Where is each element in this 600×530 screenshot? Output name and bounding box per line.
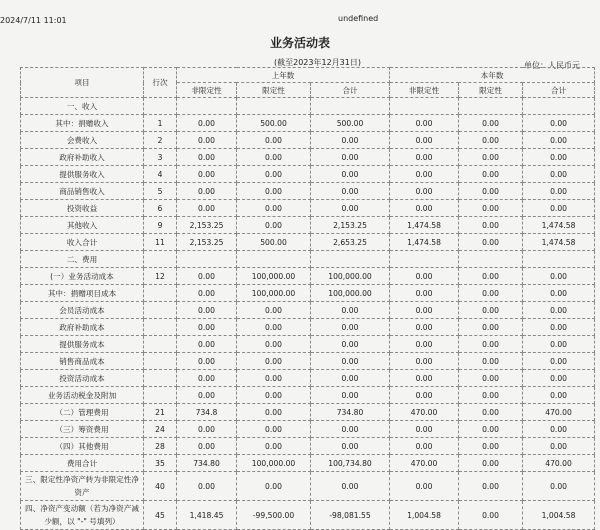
row-value: 0.00 xyxy=(177,319,237,336)
row-value: 0.00 xyxy=(459,336,523,353)
header-prev-unrestricted: 非限定性 xyxy=(177,83,237,98)
header-prev-restricted: 限定性 xyxy=(237,83,311,98)
row-line-number: 4 xyxy=(144,166,177,183)
table-row xyxy=(21,319,595,336)
row-item: (一）业务活动成本 xyxy=(21,268,144,285)
row-value: 100,000.00 xyxy=(237,285,311,302)
row-item: 其中：捐赠项目成本 xyxy=(21,285,144,302)
row-value: 0.00 xyxy=(459,132,523,149)
row-value: 0.00 xyxy=(523,319,595,336)
table-row xyxy=(21,438,595,455)
row-value: 0.00 xyxy=(390,336,459,353)
row-value: 0.00 xyxy=(523,302,595,319)
row-value: 0.00 xyxy=(459,234,523,251)
row-value xyxy=(311,98,390,115)
row-line-number: 1 xyxy=(144,115,177,132)
row-item: （三）筹资费用 xyxy=(21,421,144,438)
row-item: 其中：捐赠收入 xyxy=(21,115,144,132)
row-item: 销售商品成本 xyxy=(21,353,144,370)
table-row xyxy=(21,149,595,166)
row-value: 0.00 xyxy=(237,353,311,370)
row-value: 734.80 xyxy=(177,455,237,472)
row-line-number xyxy=(144,302,177,319)
row-line-number xyxy=(144,387,177,404)
row-line-number: 24 xyxy=(144,421,177,438)
row-value: 2,153.25 xyxy=(177,234,237,251)
row-value: 0.00 xyxy=(311,472,390,501)
row-line-number xyxy=(144,319,177,336)
table-row xyxy=(21,370,595,387)
row-value: 0.00 xyxy=(390,370,459,387)
row-value: 0.00 xyxy=(390,200,459,217)
row-value: 0.00 xyxy=(177,268,237,285)
row-value: 0.00 xyxy=(237,336,311,353)
row-value: 0.00 xyxy=(311,438,390,455)
row-item: 会费收入 xyxy=(21,132,144,149)
row-value: 0.00 xyxy=(237,319,311,336)
row-value: 0.00 xyxy=(311,421,390,438)
row-value: 0.00 xyxy=(237,302,311,319)
row-value xyxy=(237,98,311,115)
doc-title-top: undefined xyxy=(338,14,379,23)
table-row xyxy=(21,472,595,501)
row-value: 0.00 xyxy=(177,132,237,149)
row-value: 0.00 xyxy=(459,200,523,217)
row-value: 0.00 xyxy=(311,336,390,353)
row-value: 1,474.58 xyxy=(523,234,595,251)
row-value: 0.00 xyxy=(311,387,390,404)
row-value: 0.00 xyxy=(237,217,311,234)
row-value: 100,000.00 xyxy=(311,268,390,285)
row-item: 政府补助收入 xyxy=(21,149,144,166)
row-line-number: 9 xyxy=(144,217,177,234)
row-value: 470.00 xyxy=(523,455,595,472)
row-value: 0.00 xyxy=(459,472,523,501)
row-value: 500.00 xyxy=(237,234,311,251)
row-value: 100,000.00 xyxy=(237,268,311,285)
row-value: 0.00 xyxy=(237,438,311,455)
table-row xyxy=(21,132,595,149)
row-value: 470.00 xyxy=(523,404,595,421)
row-value: 0.00 xyxy=(459,268,523,285)
table-row xyxy=(21,455,595,472)
row-value: 0.00 xyxy=(523,285,595,302)
table-row xyxy=(21,217,595,234)
row-value: 0.00 xyxy=(311,132,390,149)
row-value: 500.00 xyxy=(311,115,390,132)
table-row xyxy=(21,404,595,421)
row-line-number: 3 xyxy=(144,149,177,166)
row-value: 0.00 xyxy=(523,370,595,387)
row-value: 0.00 xyxy=(523,200,595,217)
row-value: 0.00 xyxy=(311,183,390,200)
row-value: -99,500.00 xyxy=(237,501,311,530)
date-range: (截至2023年12月31日) xyxy=(274,58,361,67)
row-value: 0.00 xyxy=(390,268,459,285)
row-line-number xyxy=(144,285,177,302)
row-value xyxy=(390,98,459,115)
row-value: 0.00 xyxy=(523,166,595,183)
row-line-number: 21 xyxy=(144,404,177,421)
row-value: 0.00 xyxy=(311,149,390,166)
table-row xyxy=(21,234,595,251)
row-value: 0.00 xyxy=(390,319,459,336)
row-value: 0.00 xyxy=(237,387,311,404)
row-item: 其他收入 xyxy=(21,217,144,234)
row-value: 0.00 xyxy=(459,421,523,438)
row-value: 0.00 xyxy=(459,404,523,421)
row-value: 0.00 xyxy=(459,319,523,336)
row-item: 提供服务收入 xyxy=(21,166,144,183)
row-value xyxy=(523,251,595,268)
row-item: 会员活动成本 xyxy=(21,302,144,319)
row-item: 费用合计 xyxy=(21,455,144,472)
row-value: 1,418.45 xyxy=(177,501,237,530)
row-line-number: 6 xyxy=(144,200,177,217)
row-line-number xyxy=(144,98,177,115)
table-row xyxy=(21,200,595,217)
row-item: 收入合计 xyxy=(21,234,144,251)
row-value: 0.00 xyxy=(177,438,237,455)
row-value: 470.00 xyxy=(390,404,459,421)
row-value: 0.00 xyxy=(459,387,523,404)
currency-unit: 单位：人民币元 xyxy=(524,61,580,70)
row-item: （二）管理费用 xyxy=(21,404,144,421)
table-row xyxy=(21,285,595,302)
row-value: 0.00 xyxy=(459,183,523,200)
row-value: 0.00 xyxy=(177,200,237,217)
row-value: 1,474.58 xyxy=(390,234,459,251)
row-value: 0.00 xyxy=(459,149,523,166)
row-value: 1,004.58 xyxy=(523,501,595,530)
row-line-number xyxy=(144,336,177,353)
row-value: 0.00 xyxy=(177,370,237,387)
row-value: 0.00 xyxy=(177,353,237,370)
row-value: 0.00 xyxy=(523,336,595,353)
row-value: 0.00 xyxy=(523,438,595,455)
row-value: 0.00 xyxy=(459,166,523,183)
page-title: 业务活动表 xyxy=(269,36,330,50)
row-item: 政府补助成本 xyxy=(21,319,144,336)
row-value: 0.00 xyxy=(237,404,311,421)
row-value: 0.00 xyxy=(237,166,311,183)
header-prev-total: 合计 xyxy=(311,83,390,98)
row-value: 0.00 xyxy=(177,472,237,501)
print-time: 2024/7/11 11:01 xyxy=(0,16,67,25)
row-value: 0.00 xyxy=(311,319,390,336)
row-value: 0.00 xyxy=(390,472,459,501)
row-value: 0.00 xyxy=(523,149,595,166)
row-value: 0.00 xyxy=(459,285,523,302)
row-value: 0.00 xyxy=(311,370,390,387)
row-value: 2,153.25 xyxy=(311,217,390,234)
row-value: 734.80 xyxy=(311,404,390,421)
row-value: 0.00 xyxy=(177,302,237,319)
row-value xyxy=(523,98,595,115)
table-row xyxy=(21,387,595,404)
header-curr-unrestricted: 非限定性 xyxy=(390,83,459,98)
row-line-number xyxy=(144,353,177,370)
row-line-number: 12 xyxy=(144,268,177,285)
row-value: 734.8 xyxy=(177,404,237,421)
header-curr-total: 合计 xyxy=(523,83,595,98)
table-row xyxy=(21,166,595,183)
table-row xyxy=(21,501,595,530)
row-value: 100,734.80 xyxy=(311,455,390,472)
row-value: 0.00 xyxy=(390,421,459,438)
row-value: 0.00 xyxy=(237,421,311,438)
header-prev-year: 上年数 xyxy=(177,68,390,83)
table-row xyxy=(21,302,595,319)
table-row xyxy=(21,115,595,132)
row-line-number: 2 xyxy=(144,132,177,149)
row-line-number: 35 xyxy=(144,455,177,472)
row-item: 三、限定性净资产转为非限定性净资产 xyxy=(21,472,144,501)
row-value: 1,474.58 xyxy=(523,217,595,234)
row-value: 0.00 xyxy=(459,501,523,530)
row-value xyxy=(459,251,523,268)
table-row xyxy=(21,336,595,353)
header-line: 行次 xyxy=(144,68,177,98)
row-item: 四、净资产变动额（若为净资产减少额，以 "-" 号填列） xyxy=(21,501,144,530)
row-value: 100,000.00 xyxy=(311,285,390,302)
row-value: 0.00 xyxy=(390,438,459,455)
row-value xyxy=(177,251,237,268)
row-value xyxy=(390,251,459,268)
row-value: 0.00 xyxy=(459,217,523,234)
row-item: 业务活动税金及附加 xyxy=(21,387,144,404)
table-row xyxy=(21,98,595,115)
table-row xyxy=(21,251,595,268)
row-line-number: 40 xyxy=(144,472,177,501)
row-value: 0.00 xyxy=(177,149,237,166)
row-value: 0.00 xyxy=(237,183,311,200)
row-value: 0.00 xyxy=(523,353,595,370)
row-value: 1,004.58 xyxy=(390,501,459,530)
row-line-number: 45 xyxy=(144,501,177,530)
row-value: 0.00 xyxy=(390,132,459,149)
row-item: 商品销售收入 xyxy=(21,183,144,200)
row-value: 0.00 xyxy=(237,472,311,501)
row-value: 0.00 xyxy=(459,353,523,370)
row-value: 0.00 xyxy=(237,149,311,166)
row-value xyxy=(237,251,311,268)
table-row xyxy=(21,353,595,370)
row-value: 0.00 xyxy=(237,200,311,217)
row-item: 二、费用 xyxy=(21,251,144,268)
activity-table xyxy=(20,67,595,530)
row-value: 500.00 xyxy=(237,115,311,132)
row-value xyxy=(311,251,390,268)
row-item: （四）其他费用 xyxy=(21,438,144,455)
row-value: 1,474.58 xyxy=(390,217,459,234)
row-value: 0.00 xyxy=(459,302,523,319)
row-value: -98,081.55 xyxy=(311,501,390,530)
row-line-number: 11 xyxy=(144,234,177,251)
row-line-number xyxy=(144,251,177,268)
row-value: 0.00 xyxy=(390,387,459,404)
row-line-number xyxy=(144,370,177,387)
row-value: 0.00 xyxy=(523,268,595,285)
row-value: 0.00 xyxy=(390,285,459,302)
row-value: 0.00 xyxy=(177,166,237,183)
row-value: 2,153.25 xyxy=(177,217,237,234)
row-line-number: 5 xyxy=(144,183,177,200)
row-value: 2,653.25 xyxy=(311,234,390,251)
row-item: 一、收入 xyxy=(21,98,144,115)
row-value: 0.00 xyxy=(390,115,459,132)
row-value: 0.00 xyxy=(177,421,237,438)
row-value: 0.00 xyxy=(177,285,237,302)
row-line-number: 28 xyxy=(144,438,177,455)
row-value: 0.00 xyxy=(177,387,237,404)
row-value: 100,000.00 xyxy=(237,455,311,472)
table-row xyxy=(21,421,595,438)
row-value xyxy=(177,98,237,115)
row-item: 投资活动成本 xyxy=(21,370,144,387)
row-value: 0.00 xyxy=(459,455,523,472)
row-value: 470.00 xyxy=(390,455,459,472)
header-curr-restricted: 限定性 xyxy=(459,83,523,98)
row-value: 0.00 xyxy=(311,353,390,370)
row-value: 0.00 xyxy=(177,336,237,353)
row-value: 0.00 xyxy=(311,166,390,183)
row-value: 0.00 xyxy=(523,387,595,404)
row-value: 0.00 xyxy=(311,200,390,217)
row-value: 0.00 xyxy=(523,183,595,200)
row-value: 0.00 xyxy=(390,183,459,200)
table-row xyxy=(21,268,595,285)
row-value: 0.00 xyxy=(390,149,459,166)
row-value: 0.00 xyxy=(523,421,595,438)
row-value: 0.00 xyxy=(459,438,523,455)
row-value: 0.00 xyxy=(459,115,523,132)
row-value: 0.00 xyxy=(237,370,311,387)
row-value: 0.00 xyxy=(311,302,390,319)
row-value: 0.00 xyxy=(390,302,459,319)
row-value: 0.00 xyxy=(177,183,237,200)
row-value: 0.00 xyxy=(177,115,237,132)
row-value: 0.00 xyxy=(237,132,311,149)
table-row xyxy=(21,183,595,200)
header-item: 项目 xyxy=(21,68,144,98)
row-value: 0.00 xyxy=(523,115,595,132)
row-value: 0.00 xyxy=(523,132,595,149)
row-value: 0.00 xyxy=(390,353,459,370)
row-value: 0.00 xyxy=(459,370,523,387)
header-curr-year: 本年数 xyxy=(390,68,595,83)
row-item: 投资收益 xyxy=(21,200,144,217)
row-item: 提供服务成本 xyxy=(21,336,144,353)
row-value: 0.00 xyxy=(523,472,595,501)
row-value xyxy=(459,98,523,115)
row-value: 0.00 xyxy=(390,166,459,183)
